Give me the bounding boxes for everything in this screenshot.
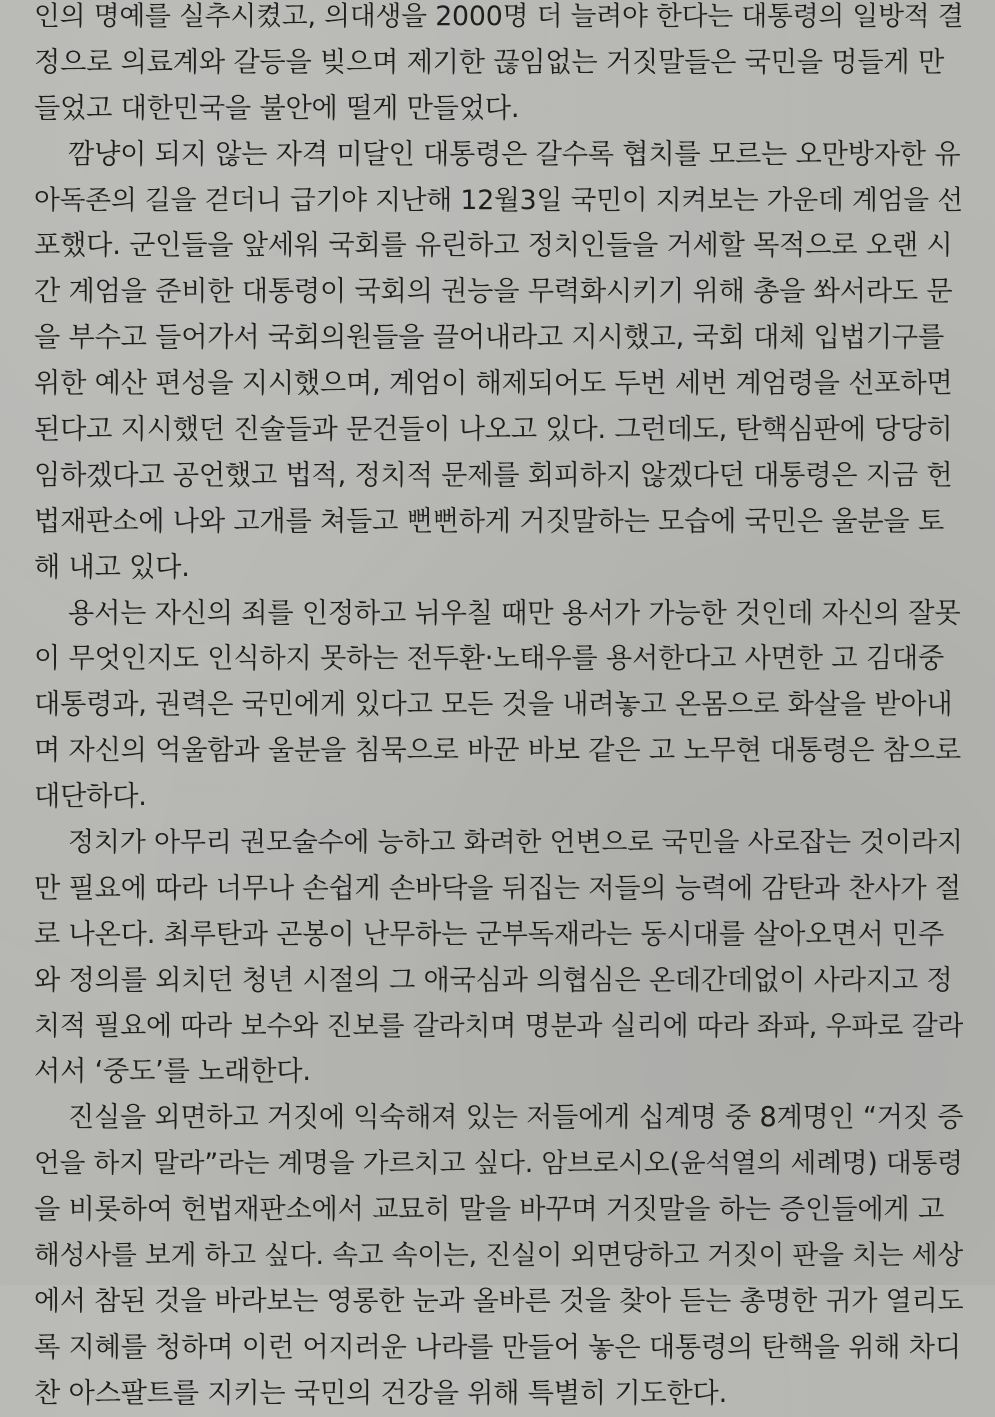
article-paragraph [34, 0, 963, 132]
text-line: 진실을 외면하고 거짓에 익숙해져 있는 저들에게 십계명 중 8계명인 “거짓 증 [68, 1102, 963, 1134]
text-line: 임하겠다고 공언했고 법적, 정치적 문제를 회피하지 않겠다던 대통령은 지금 헌 [34, 459, 953, 491]
text-line: 언을 하지 말라”라는 계명을 가르치고 싶다. 암브로시오(윤석열의 세례명) 대통령 [34, 1148, 963, 1180]
article-body [34, 0, 963, 1417]
article-paragraph [34, 132, 963, 591]
text-line: 대단하다. [34, 781, 147, 813]
text-line: 록 지혜를 청하며 이런 어지러운 나라를 만들어 놓은 대통령의 탄핵을 위해 차디 [34, 1331, 961, 1363]
text-line: 에서 참된 것을 바라보는 영롱한 눈과 올바른 것을 찾아 듣는 총명한 귀가 열리도 [34, 1285, 963, 1317]
text-line: 을 비롯하여 헌법재판소에서 교묘히 말을 바꾸며 거짓말을 하는 증인들에게 고 [34, 1194, 945, 1226]
text-line: 법재판소에 나와 고개를 쳐들고 뻔뻔하게 거짓말하는 모습에 국민은 울분을 토 [34, 505, 945, 537]
text-line: 치적 필요에 따라 보수와 진보를 갈라치며 명분과 실리에 따라 좌파, 우파로 갈라 [34, 1010, 963, 1042]
text-line: 정으로 의료계와 갈등을 빚으며 제기한 끊임없는 거짓말들은 국민을 멍들게 만 [34, 46, 945, 78]
text-line: 포했다. 군인들을 앞세워 국회를 유린하고 정치인들을 거세할 목적으로 오랜 시 [34, 230, 953, 262]
text-line: 해 내고 있다. [34, 551, 190, 583]
text-line: 간 계엄을 준비한 대통령이 국회의 권능을 무력화시키기 위해 총을 쏴서라도 문 [34, 276, 953, 308]
text-line: 들었고 대한민국을 불안에 떨게 만들었다. [34, 92, 520, 124]
text-line: 용서는 자신의 죄를 인정하고 뉘우칠 때만 용서가 가능한 것인데 자신의 잘못 [68, 597, 961, 629]
text-line: 대통령과, 권력은 국민에게 있다고 모든 것을 내려놓고 온몸으로 화살을 받아내 [34, 689, 953, 721]
text-line: 와 정의를 외치던 청년 시절의 그 애국심과 의협심은 온데간데없이 사라지고 정 [34, 964, 953, 996]
text-line: 만 필요에 따라 너무나 손쉽게 손바닥을 뒤집는 저들의 능력에 감탄과 찬사가 절 [34, 872, 961, 904]
article-paragraph [34, 591, 963, 820]
text-line: 해성사를 보게 하고 싶다. 속고 속이는, 진실이 외면당하고 거짓이 판을 치는 세상 [34, 1240, 963, 1272]
text-line: 인의 명예를 실추시켰고, 의대생을 2000명 더 늘려야 한다는 대통령의 일방적 결 [34, 1, 963, 32]
text-line: 위한 예산 편성을 지시했으며, 계엄이 해제되어도 두번 세번 계엄령을 선포하면 [34, 368, 953, 400]
text-line: 을 부수고 들어가서 국회의원들을 끌어내라고 지시했고, 국회 대체 입법기구를 [34, 322, 945, 354]
article-paragraph [34, 1095, 963, 1416]
text-line: 된다고 지시했던 진술들과 문건들이 나오고 있다. 그런데도, 탄핵심판에 당당히 [34, 414, 953, 446]
text-line: 정치가 아무리 권모술수에 능하고 화려한 언변으로 국민을 사로잡는 것이라지 [68, 827, 963, 859]
article-paragraph [34, 820, 963, 1095]
text-line: 이 무엇인지도 인식하지 못하는 전두환·노태우를 용서한다고 사면한 고 김대중 [34, 643, 945, 675]
text-line: 깜냥이 되지 않는 자격 미달인 대통령은 갈수록 협치를 모르는 오만방자한 유 [68, 138, 961, 170]
text-line: 서서 ‘중도’를 노래한다. [34, 1056, 311, 1088]
text-line: 로 나온다. 최루탄과 곤봉이 난무하는 군부독재라는 동시대를 살아오면서 민주 [34, 918, 945, 950]
text-line: 찬 아스팔트를 지키는 국민의 건강을 위해 특별히 기도한다. [34, 1377, 728, 1409]
text-line: 며 자신의 억울함과 울분을 침묵으로 바꾼 바보 같은 고 노무현 대통령은 참으로 [34, 735, 961, 767]
text-line: 아독존의 길을 걷더니 급기야 지난해 12월3일 국민이 지켜보는 가운데 계엄을 선 [34, 184, 963, 216]
